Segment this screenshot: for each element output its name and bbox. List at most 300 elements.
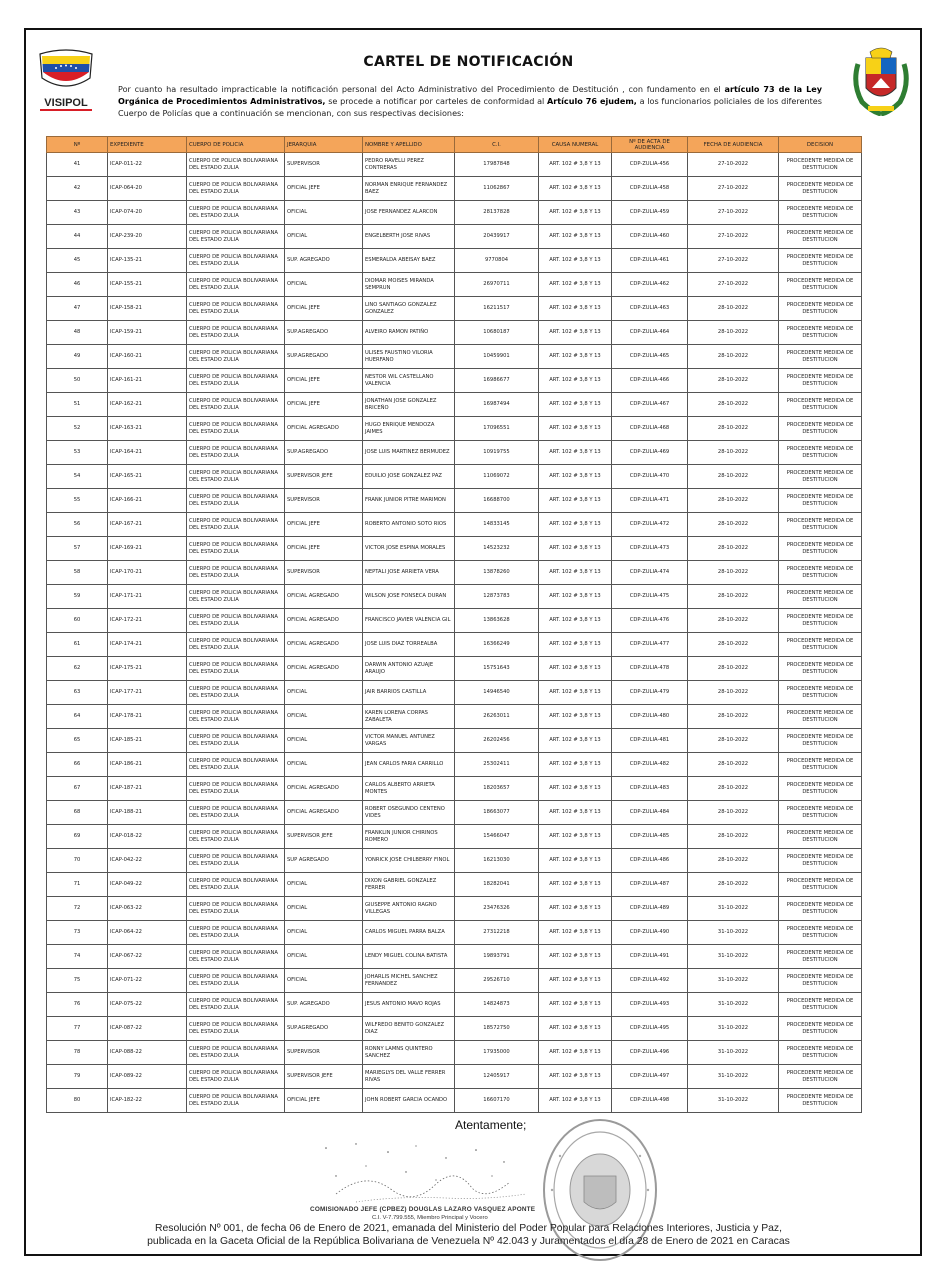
fecha-cell: 28-10-2022 bbox=[688, 369, 779, 393]
cedula-cell: 16607170 bbox=[455, 1089, 539, 1113]
row-number: 51 bbox=[47, 393, 108, 417]
expediente-cell: ICAP-239-20 bbox=[108, 225, 187, 249]
nombre-cell: LINO SANTIAGO GONZALEZ GONZALEZ bbox=[363, 297, 455, 321]
row-number: 44 bbox=[47, 225, 108, 249]
cuerpo-policia-cell: CUERPO DE POLICIA BOLIVARIANA DEL ESTADO ZULIA bbox=[187, 777, 285, 801]
expediente-cell: ICAP-170-21 bbox=[108, 561, 187, 585]
signer-name: COMISIONADO JEFE (CPBEZ) DOUGLAS LAZARO VASQUEZ APONTE bbox=[310, 1206, 536, 1213]
fecha-cell: 28-10-2022 bbox=[688, 849, 779, 873]
acta-cell: CDP-ZULIA-466 bbox=[612, 369, 688, 393]
column-header: CUERPO DE POLICIA bbox=[187, 137, 285, 153]
nombre-cell: LENDY MIGUEL COLINA BATISTA bbox=[363, 945, 455, 969]
cedula-cell: 10919755 bbox=[455, 441, 539, 465]
causa-cell: ART. 102 # 3,8 Y 13 bbox=[539, 1041, 612, 1065]
table-row bbox=[47, 657, 862, 681]
acta-cell: CDP-ZULIA-462 bbox=[612, 273, 688, 297]
fecha-cell: 28-10-2022 bbox=[688, 489, 779, 513]
decision-cell: PROCEDENTE MEDIDA DE DESTITUCION bbox=[779, 873, 862, 897]
causa-cell: ART. 102 # 3,8 Y 13 bbox=[539, 777, 612, 801]
fecha-cell: 27-10-2022 bbox=[688, 201, 779, 225]
jerarquia-cell: OFICIAL AGREGADO bbox=[285, 585, 363, 609]
causa-cell: ART. 102 # 3,8 Y 13 bbox=[539, 657, 612, 681]
causa-cell: ART. 102 # 3,8 Y 13 bbox=[539, 1017, 612, 1041]
cuerpo-policia-cell: CUERPO DE POLICIA BOLIVARIANA DEL ESTADO ZULIA bbox=[187, 681, 285, 705]
decision-cell: PROCEDENTE MEDIDA DE DESTITUCION bbox=[779, 1041, 862, 1065]
row-number: 41 bbox=[47, 153, 108, 177]
cuerpo-policia-cell: CUERPO DE POLICIA BOLIVARIANA DEL ESTADO ZULIA bbox=[187, 201, 285, 225]
decision-cell: PROCEDENTE MEDIDA DE DESTITUCION bbox=[779, 561, 862, 585]
cuerpo-policia-cell: CUERPO DE POLICIA BOLIVARIANA DEL ESTADO ZULIA bbox=[187, 273, 285, 297]
cedula-cell: 15466047 bbox=[455, 825, 539, 849]
row-number: 72 bbox=[47, 897, 108, 921]
acta-cell: CDP-ZULIA-470 bbox=[612, 465, 688, 489]
fecha-cell: 28-10-2022 bbox=[688, 561, 779, 585]
cuerpo-policia-cell: CUERPO DE POLICIA BOLIVARIANA DEL ESTADO ZULIA bbox=[187, 1089, 285, 1113]
expediente-cell: ICAP-163-21 bbox=[108, 417, 187, 441]
jerarquia-cell: OFICIAL JEFE bbox=[285, 537, 363, 561]
acta-cell: CDP-ZULIA-496 bbox=[612, 1041, 688, 1065]
acta-cell: CDP-ZULIA-497 bbox=[612, 1065, 688, 1089]
expediente-cell: ICAP-188-21 bbox=[108, 801, 187, 825]
fecha-cell: 28-10-2022 bbox=[688, 705, 779, 729]
cedula-cell: 16211517 bbox=[455, 297, 539, 321]
fecha-cell: 31-10-2022 bbox=[688, 969, 779, 993]
cuerpo-policia-cell: CUERPO DE POLICIA BOLIVARIANA DEL ESTADO ZULIA bbox=[187, 801, 285, 825]
cedula-cell: 27312218 bbox=[455, 921, 539, 945]
jerarquia-cell: OFICIAL bbox=[285, 897, 363, 921]
causa-cell: ART. 102 # 3,8 Y 13 bbox=[539, 801, 612, 825]
decision-cell: PROCEDENTE MEDIDA DE DESTITUCION bbox=[779, 153, 862, 177]
jerarquia-cell: OFICIAL AGREGADO bbox=[285, 777, 363, 801]
cuerpo-policia-cell: CUERPO DE POLICIA BOLIVARIANA DEL ESTADO ZULIA bbox=[187, 369, 285, 393]
table-row bbox=[47, 393, 862, 417]
causa-cell: ART. 102 # 3,8 Y 13 bbox=[539, 561, 612, 585]
table-row bbox=[47, 849, 862, 873]
expediente-cell: ICAP-071-22 bbox=[108, 969, 187, 993]
cuerpo-policia-cell: CUERPO DE POLICIA BOLIVARIANA DEL ESTADO ZULIA bbox=[187, 513, 285, 537]
acta-cell: CDP-ZULIA-471 bbox=[612, 489, 688, 513]
table-row bbox=[47, 465, 862, 489]
row-number: 67 bbox=[47, 777, 108, 801]
table-row bbox=[47, 297, 862, 321]
decision-cell: PROCEDENTE MEDIDA DE DESTITUCION bbox=[779, 1089, 862, 1113]
decision-cell: PROCEDENTE MEDIDA DE DESTITUCION bbox=[779, 393, 862, 417]
cedula-cell: 10459901 bbox=[455, 345, 539, 369]
decision-cell: PROCEDENTE MEDIDA DE DESTITUCION bbox=[779, 897, 862, 921]
cuerpo-policia-cell: CUERPO DE POLICIA BOLIVARIANA DEL ESTADO ZULIA bbox=[187, 393, 285, 417]
acta-cell: CDP-ZULIA-483 bbox=[612, 777, 688, 801]
nombre-cell: JONATHAN JOSE GONZALEZ BRICEÑO bbox=[363, 393, 455, 417]
nombre-cell: JAIR BARRIOS CASTILLA bbox=[363, 681, 455, 705]
cuerpo-policia-cell: CUERPO DE POLICIA BOLIVARIANA DEL ESTADO ZULIA bbox=[187, 249, 285, 273]
nombre-cell: DIOMAR MOISES MIRANDA SEMPRUN bbox=[363, 273, 455, 297]
expediente-cell: ICAP-018-22 bbox=[108, 825, 187, 849]
nombre-cell: DARWIN ANTONIO AZUAJE ARAUJO bbox=[363, 657, 455, 681]
fecha-cell: 28-10-2022 bbox=[688, 657, 779, 681]
nombre-cell: CARLOS MIGUEL PARRA BALZA bbox=[363, 921, 455, 945]
fecha-cell: 27-10-2022 bbox=[688, 153, 779, 177]
table-row bbox=[47, 489, 862, 513]
jerarquia-cell: SUPERVISOR JEFE bbox=[285, 465, 363, 489]
decision-cell: PROCEDENTE MEDIDA DE DESTITUCION bbox=[779, 465, 862, 489]
cuerpo-policia-cell: CUERPO DE POLICIA BOLIVARIANA DEL ESTADO ZULIA bbox=[187, 441, 285, 465]
cedula-cell: 15751643 bbox=[455, 657, 539, 681]
expediente-cell: ICAP-063-22 bbox=[108, 897, 187, 921]
row-number: 42 bbox=[47, 177, 108, 201]
causa-cell: ART. 102 # 3,8 Y 13 bbox=[539, 537, 612, 561]
causa-cell: ART. 102 # 3,8 Y 13 bbox=[539, 513, 612, 537]
cuerpo-policia-cell: CUERPO DE POLICIA BOLIVARIANA DEL ESTADO ZULIA bbox=[187, 873, 285, 897]
cuerpo-policia-cell: CUERPO DE POLICIA BOLIVARIANA DEL ESTADO ZULIA bbox=[187, 1065, 285, 1089]
acta-cell: CDP-ZULIA-467 bbox=[612, 393, 688, 417]
cuerpo-policia-cell: CUERPO DE POLICIA BOLIVARIANA DEL ESTADO ZULIA bbox=[187, 225, 285, 249]
decision-cell: PROCEDENTE MEDIDA DE DESTITUCION bbox=[779, 825, 862, 849]
acta-cell: CDP-ZULIA-475 bbox=[612, 585, 688, 609]
cedula-cell: 16987494 bbox=[455, 393, 539, 417]
jerarquia-cell: SUP.AGREGADO bbox=[285, 321, 363, 345]
jerarquia-cell: SUPERVISOR bbox=[285, 153, 363, 177]
table-row bbox=[47, 201, 862, 225]
expediente-cell: ICAP-172-21 bbox=[108, 609, 187, 633]
cedula-cell: 29526710 bbox=[455, 969, 539, 993]
causa-cell: ART. 102 # 3,8 Y 13 bbox=[539, 441, 612, 465]
expediente-cell: ICAP-075-22 bbox=[108, 993, 187, 1017]
cuerpo-policia-cell: CUERPO DE POLICIA BOLIVARIANA DEL ESTADO ZULIA bbox=[187, 729, 285, 753]
jerarquia-cell: OFICIAL JEFE bbox=[285, 297, 363, 321]
decision-cell: PROCEDENTE MEDIDA DE DESTITUCION bbox=[779, 921, 862, 945]
cedula-cell: 19893791 bbox=[455, 945, 539, 969]
causa-cell: ART. 102 # 3,8 Y 13 bbox=[539, 993, 612, 1017]
row-number: 53 bbox=[47, 441, 108, 465]
acta-cell: CDP-ZULIA-481 bbox=[612, 729, 688, 753]
row-number: 78 bbox=[47, 1041, 108, 1065]
decision-cell: PROCEDENTE MEDIDA DE DESTITUCION bbox=[779, 969, 862, 993]
acta-cell: CDP-ZULIA-469 bbox=[612, 441, 688, 465]
causa-cell: ART. 102 # 3,8 Y 13 bbox=[539, 1089, 612, 1113]
fecha-cell: 28-10-2022 bbox=[688, 801, 779, 825]
expediente-cell: ICAP-074-20 bbox=[108, 201, 187, 225]
jerarquia-cell: OFICIAL bbox=[285, 681, 363, 705]
expediente-cell: ICAP-159-21 bbox=[108, 321, 187, 345]
fecha-cell: 28-10-2022 bbox=[688, 393, 779, 417]
row-number: 57 bbox=[47, 537, 108, 561]
row-number: 68 bbox=[47, 801, 108, 825]
cedula-cell: 20439917 bbox=[455, 225, 539, 249]
table-row bbox=[47, 321, 862, 345]
fecha-cell: 28-10-2022 bbox=[688, 609, 779, 633]
expediente-cell: ICAP-162-21 bbox=[108, 393, 187, 417]
decision-cell: PROCEDENTE MEDIDA DE DESTITUCION bbox=[779, 705, 862, 729]
notification-table bbox=[46, 136, 862, 1113]
jerarquia-cell: SUPERVISOR bbox=[285, 561, 363, 585]
cuerpo-policia-cell: CUERPO DE POLICIA BOLIVARIANA DEL ESTADO ZULIA bbox=[187, 321, 285, 345]
table-row bbox=[47, 993, 862, 1017]
decision-cell: PROCEDENTE MEDIDA DE DESTITUCION bbox=[779, 729, 862, 753]
cedula-cell: 16688700 bbox=[455, 489, 539, 513]
nombre-cell: ESMERALDA ABEISAY BAEZ bbox=[363, 249, 455, 273]
jerarquia-cell: OFICIAL bbox=[285, 753, 363, 777]
cedula-cell: 18203657 bbox=[455, 777, 539, 801]
fecha-cell: 28-10-2022 bbox=[688, 465, 779, 489]
cedula-cell: 17935000 bbox=[455, 1041, 539, 1065]
jerarquia-cell: OFICIAL bbox=[285, 729, 363, 753]
row-number: 47 bbox=[47, 297, 108, 321]
column-header: CAUSA NUMERAL bbox=[539, 137, 612, 153]
table-row bbox=[47, 825, 862, 849]
table-row bbox=[47, 801, 862, 825]
cedula-cell: 13863628 bbox=[455, 609, 539, 633]
cedula-cell: 14824873 bbox=[455, 993, 539, 1017]
decision-cell: PROCEDENTE MEDIDA DE DESTITUCION bbox=[779, 489, 862, 513]
table-row bbox=[47, 873, 862, 897]
nombre-cell: YONRICK JOSE CHILBERRY FINOL bbox=[363, 849, 455, 873]
row-number: 46 bbox=[47, 273, 108, 297]
cedula-cell: 14833145 bbox=[455, 513, 539, 537]
cuerpo-policia-cell: CUERPO DE POLICIA BOLIVARIANA DEL ESTADO ZULIA bbox=[187, 297, 285, 321]
nombre-cell: ENGELBERTH JOSE RIVAS bbox=[363, 225, 455, 249]
decision-cell: PROCEDENTE MEDIDA DE DESTITUCION bbox=[779, 609, 862, 633]
cuerpo-policia-cell: CUERPO DE POLICIA BOLIVARIANA DEL ESTADO ZULIA bbox=[187, 1017, 285, 1041]
jerarquia-cell: OFICIAL bbox=[285, 201, 363, 225]
causa-cell: ART. 102 # 3,8 Y 13 bbox=[539, 321, 612, 345]
causa-cell: ART. 102 # 3,8 Y 13 bbox=[539, 417, 612, 441]
row-number: 59 bbox=[47, 585, 108, 609]
causa-cell: ART. 102 # 3,8 Y 13 bbox=[539, 609, 612, 633]
fecha-cell: 28-10-2022 bbox=[688, 321, 779, 345]
cedula-cell: 17096551 bbox=[455, 417, 539, 441]
causa-cell: ART. 102 # 3,8 Y 13 bbox=[539, 873, 612, 897]
nombre-cell: JEAN CARLOS FARIA CARRILLO bbox=[363, 753, 455, 777]
nombre-cell: ROBERT OSEGUNDO CENTENO VIDES bbox=[363, 801, 455, 825]
fecha-cell: 31-10-2022 bbox=[688, 1089, 779, 1113]
expediente-cell: ICAP-049-22 bbox=[108, 873, 187, 897]
expediente-cell: ICAP-155-21 bbox=[108, 273, 187, 297]
column-header: C.I. bbox=[455, 137, 539, 153]
decision-cell: PROCEDENTE MEDIDA DE DESTITUCION bbox=[779, 753, 862, 777]
row-number: 55 bbox=[47, 489, 108, 513]
causa-cell: ART. 102 # 3,8 Y 13 bbox=[539, 153, 612, 177]
decision-cell: PROCEDENTE MEDIDA DE DESTITUCION bbox=[779, 945, 862, 969]
cuerpo-policia-cell: CUERPO DE POLICIA BOLIVARIANA DEL ESTADO ZULIA bbox=[187, 849, 285, 873]
jerarquia-cell: OFICIAL JEFE bbox=[285, 1089, 363, 1113]
nombre-cell: JOHARLIS MICHEL SANCHEZ FERNANDEZ bbox=[363, 969, 455, 993]
cedula-cell: 13878260 bbox=[455, 561, 539, 585]
row-number: 43 bbox=[47, 201, 108, 225]
decision-cell: PROCEDENTE MEDIDA DE DESTITUCION bbox=[779, 273, 862, 297]
fecha-cell: 28-10-2022 bbox=[688, 777, 779, 801]
jerarquia-cell: OFICIAL bbox=[285, 969, 363, 993]
acta-cell: CDP-ZULIA-468 bbox=[612, 417, 688, 441]
expediente-cell: ICAP-089-22 bbox=[108, 1065, 187, 1089]
acta-cell: CDP-ZULIA-473 bbox=[612, 537, 688, 561]
nombre-cell: VICTOR JOSE ESPINA MORALES bbox=[363, 537, 455, 561]
nombre-cell: WILFREDO BENITO GONZALEZ DIAZ bbox=[363, 1017, 455, 1041]
fecha-cell: 28-10-2022 bbox=[688, 513, 779, 537]
fecha-cell: 31-10-2022 bbox=[688, 1017, 779, 1041]
cedula-cell: 12405917 bbox=[455, 1065, 539, 1089]
decision-cell: PROCEDENTE MEDIDA DE DESTITUCION bbox=[779, 1017, 862, 1041]
causa-cell: ART. 102 # 3,8 Y 13 bbox=[539, 729, 612, 753]
cedula-cell: 16366249 bbox=[455, 633, 539, 657]
causa-cell: ART. 102 # 3,8 Y 13 bbox=[539, 393, 612, 417]
fecha-cell: 27-10-2022 bbox=[688, 225, 779, 249]
expediente-cell: ICAP-160-21 bbox=[108, 345, 187, 369]
jerarquia-cell: OFICIAL bbox=[285, 705, 363, 729]
table-row bbox=[47, 681, 862, 705]
decision-cell: PROCEDENTE MEDIDA DE DESTITUCION bbox=[779, 633, 862, 657]
nombre-cell: CARLOS ALBERTO ARRIETA MONTES bbox=[363, 777, 455, 801]
causa-cell: ART. 102 # 3,8 Y 13 bbox=[539, 177, 612, 201]
cuerpo-policia-cell: CUERPO DE POLICIA BOLIVARIANA DEL ESTADO ZULIA bbox=[187, 345, 285, 369]
jerarquia-cell: OFICIAL bbox=[285, 273, 363, 297]
row-number: 61 bbox=[47, 633, 108, 657]
nombre-cell: WILSON JOSE FONSECA DURAN bbox=[363, 585, 455, 609]
cuerpo-policia-cell: CUERPO DE POLICIA BOLIVARIANA DEL ESTADO ZULIA bbox=[187, 417, 285, 441]
table-row bbox=[47, 1089, 862, 1113]
intro-paragraph bbox=[118, 83, 822, 120]
cedula-cell: 11062867 bbox=[455, 177, 539, 201]
cuerpo-policia-cell: CUERPO DE POLICIA BOLIVARIANA DEL ESTADO ZULIA bbox=[187, 465, 285, 489]
row-number: 50 bbox=[47, 369, 108, 393]
fecha-cell: 28-10-2022 bbox=[688, 297, 779, 321]
decision-cell: PROCEDENTE MEDIDA DE DESTITUCION bbox=[779, 993, 862, 1017]
acta-cell: CDP-ZULIA-491 bbox=[612, 945, 688, 969]
nombre-cell: JOSE LUIS DIAZ TORREALBA bbox=[363, 633, 455, 657]
acta-cell: CDP-ZULIA-486 bbox=[612, 849, 688, 873]
expediente-cell: ICAP-182-22 bbox=[108, 1089, 187, 1113]
table-row bbox=[47, 897, 862, 921]
expediente-cell: ICAP-161-21 bbox=[108, 369, 187, 393]
cuerpo-policia-cell: CUERPO DE POLICIA BOLIVARIANA DEL ESTADO ZULIA bbox=[187, 537, 285, 561]
decision-cell: PROCEDENTE MEDIDA DE DESTITUCION bbox=[779, 1065, 862, 1089]
jerarquia-cell: OFICIAL bbox=[285, 873, 363, 897]
acta-cell: CDP-ZULIA-487 bbox=[612, 873, 688, 897]
expediente-cell: ICAP-042-22 bbox=[108, 849, 187, 873]
nombre-cell: MARIEGLYS DEL VALLE FERRER RIVAS bbox=[363, 1065, 455, 1089]
table-row bbox=[47, 1017, 862, 1041]
decision-cell: PROCEDENTE MEDIDA DE DESTITUCION bbox=[779, 441, 862, 465]
cedula-cell: 28137828 bbox=[455, 201, 539, 225]
row-number: 52 bbox=[47, 417, 108, 441]
expediente-cell: ICAP-178-21 bbox=[108, 705, 187, 729]
expediente-cell: ICAP-165-21 bbox=[108, 465, 187, 489]
jerarquia-cell: OFICIAL AGREGADO bbox=[285, 657, 363, 681]
expediente-cell: ICAP-177-21 bbox=[108, 681, 187, 705]
table-row bbox=[47, 969, 862, 993]
nombre-cell: ULISES FAUSTINO VILORIA HUERFANO bbox=[363, 345, 455, 369]
intro-bold-2: Artículo 76 ejudem, bbox=[547, 96, 637, 107]
causa-cell: ART. 102 # 3,8 Y 13 bbox=[539, 201, 612, 225]
decision-cell: PROCEDENTE MEDIDA DE DESTITUCION bbox=[779, 849, 862, 873]
causa-cell: ART. 102 # 3,8 Y 13 bbox=[539, 825, 612, 849]
expediente-cell: ICAP-135-21 bbox=[108, 249, 187, 273]
nombre-cell: FRANKLIN JUNIOR CHIRINOS ROMERO bbox=[363, 825, 455, 849]
fecha-cell: 31-10-2022 bbox=[688, 921, 779, 945]
table-row bbox=[47, 729, 862, 753]
acta-cell: CDP-ZULIA-476 bbox=[612, 609, 688, 633]
row-number: 79 bbox=[47, 1065, 108, 1089]
table-row bbox=[47, 1065, 862, 1089]
nombre-cell: ALVEIRO RAMON PATIÑO bbox=[363, 321, 455, 345]
expediente-cell: ICAP-175-21 bbox=[108, 657, 187, 681]
jerarquia-cell: OFICIAL JEFE bbox=[285, 393, 363, 417]
cedula-cell: 12873783 bbox=[455, 585, 539, 609]
expediente-cell: ICAP-167-21 bbox=[108, 513, 187, 537]
table-row bbox=[47, 537, 862, 561]
causa-cell: ART. 102 # 3,8 Y 13 bbox=[539, 465, 612, 489]
jerarquia-cell: SUP AGREGADO bbox=[285, 849, 363, 873]
jerarquia-cell: OFICIAL JEFE bbox=[285, 369, 363, 393]
jerarquia-cell: SUPERVISOR JEFE bbox=[285, 825, 363, 849]
table-row bbox=[47, 921, 862, 945]
fecha-cell: 28-10-2022 bbox=[688, 585, 779, 609]
causa-cell: ART. 102 # 3,8 Y 13 bbox=[539, 849, 612, 873]
acta-cell: CDP-ZULIA-479 bbox=[612, 681, 688, 705]
cedula-cell: 16986677 bbox=[455, 369, 539, 393]
acta-cell: CDP-ZULIA-478 bbox=[612, 657, 688, 681]
cuerpo-policia-cell: CUERPO DE POLICIA BOLIVARIANA DEL ESTADO ZULIA bbox=[187, 945, 285, 969]
acta-cell: CDP-ZULIA-464 bbox=[612, 321, 688, 345]
row-number: 49 bbox=[47, 345, 108, 369]
row-number: 56 bbox=[47, 513, 108, 537]
expediente-cell: ICAP-164-21 bbox=[108, 441, 187, 465]
acta-cell: CDP-ZULIA-456 bbox=[612, 153, 688, 177]
causa-cell: ART. 102 # 3,8 Y 13 bbox=[539, 921, 612, 945]
table-row bbox=[47, 513, 862, 537]
decision-cell: PROCEDENTE MEDIDA DE DESTITUCION bbox=[779, 681, 862, 705]
intro-text-2: se procede a notificar por carteles de conformidad al bbox=[325, 96, 548, 107]
causa-cell: ART. 102 # 3,8 Y 13 bbox=[539, 945, 612, 969]
cedula-cell: 18663077 bbox=[455, 801, 539, 825]
expediente-cell: ICAP-087-22 bbox=[108, 1017, 187, 1041]
acta-cell: CDP-ZULIA-490 bbox=[612, 921, 688, 945]
table-row bbox=[47, 633, 862, 657]
jerarquia-cell: SUPERVISOR bbox=[285, 489, 363, 513]
expediente-cell: ICAP-171-21 bbox=[108, 585, 187, 609]
fecha-cell: 28-10-2022 bbox=[688, 537, 779, 561]
column-header: FECHA DE AUDIENCIA bbox=[688, 137, 779, 153]
table-row bbox=[47, 777, 862, 801]
acta-cell: CDP-ZULIA-492 bbox=[612, 969, 688, 993]
acta-cell: CDP-ZULIA-461 bbox=[612, 249, 688, 273]
decision-cell: PROCEDENTE MEDIDA DE DESTITUCION bbox=[779, 585, 862, 609]
cuerpo-policia-cell: CUERPO DE POLICIA BOLIVARIANA DEL ESTADO ZULIA bbox=[187, 1041, 285, 1065]
causa-cell: ART. 102 # 3,8 Y 13 bbox=[539, 1065, 612, 1089]
nombre-cell: KAREN LORENA CORPAS ZABALETA bbox=[363, 705, 455, 729]
acta-cell: CDP-ZULIA-484 bbox=[612, 801, 688, 825]
fecha-cell: 31-10-2022 bbox=[688, 1065, 779, 1089]
row-number: 80 bbox=[47, 1089, 108, 1113]
causa-cell: ART. 102 # 3,8 Y 13 bbox=[539, 897, 612, 921]
visipol-logo-text: VISIPOL bbox=[44, 97, 88, 109]
cuerpo-policia-cell: CUERPO DE POLICIA BOLIVARIANA DEL ESTADO ZULIA bbox=[187, 825, 285, 849]
table-row bbox=[47, 705, 862, 729]
table-row bbox=[47, 345, 862, 369]
jerarquia-cell: OFICIAL bbox=[285, 225, 363, 249]
cedula-cell: 11069072 bbox=[455, 465, 539, 489]
decision-cell: PROCEDENTE MEDIDA DE DESTITUCION bbox=[779, 369, 862, 393]
acta-cell: CDP-ZULIA-493 bbox=[612, 993, 688, 1017]
expediente-cell: ICAP-064-22 bbox=[108, 921, 187, 945]
cuerpo-policia-cell: CUERPO DE POLICIA BOLIVARIANA DEL ESTADO ZULIA bbox=[187, 993, 285, 1017]
expediente-cell: ICAP-174-21 bbox=[108, 633, 187, 657]
decision-cell: PROCEDENTE MEDIDA DE DESTITUCION bbox=[779, 537, 862, 561]
table-row bbox=[47, 153, 862, 177]
nombre-cell: JOHN ROBERT GARCIA OCANDO bbox=[363, 1089, 455, 1113]
decision-cell: PROCEDENTE MEDIDA DE DESTITUCION bbox=[779, 777, 862, 801]
fecha-cell: 27-10-2022 bbox=[688, 177, 779, 201]
row-number: 76 bbox=[47, 993, 108, 1017]
